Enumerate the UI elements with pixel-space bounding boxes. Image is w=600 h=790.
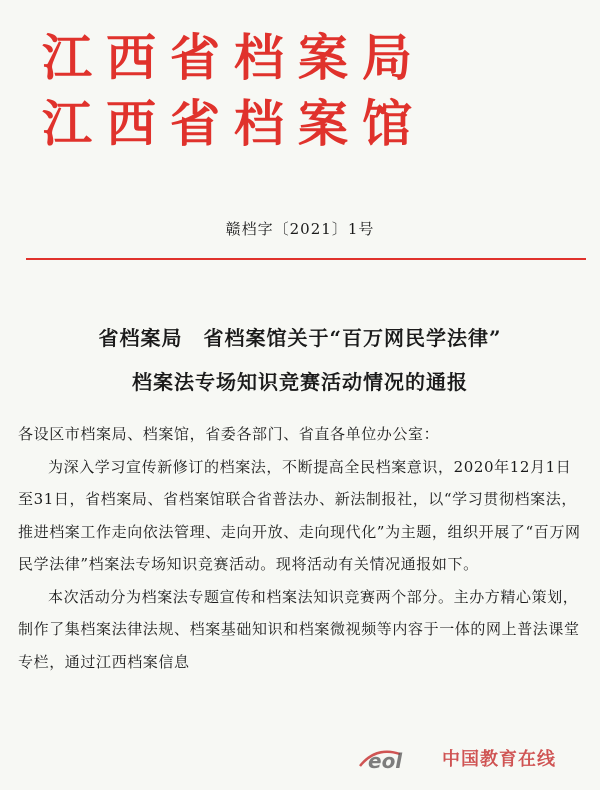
eol-logo-text: eol — [368, 749, 403, 773]
document-title-line2: 档案法专场知识竞赛活动情况的通报 — [132, 370, 468, 394]
eol-logo-icon — [356, 742, 436, 774]
body-paragraph-1: 为深入学习宣传新修订的档案法，不断提高全民档案意识，2020年12月1日至31日，省档案局、省档案馆联合省普法办、新法制报社，以“学习贯彻档案法，推进档案工作走向依法管理、走向开放、走向现代化”为主题，组织开展了“百万网民学法律”档案法专场知识竞赛活动。现将活动有关情况通报如下。 — [18, 457, 581, 573]
document-number: 赣档字〔2021〕1号 — [225, 220, 375, 238]
salutation: 各设区市档案局、档案馆，省委各部门、省直各单位办公室： — [18, 425, 440, 443]
document-title-line1: 省档案局 省档案馆关于“百万网民学法律” — [98, 326, 502, 350]
body-paragraph-2: 本次活动分为档案法专题宣传和档案法知识竞赛两个部分。主办方精心策划，制作了集档案法律法规、档案基础知识和档案微视频等内容于一体的网上普法课堂专栏，通过江西档案信息 — [18, 587, 580, 671]
watermark-text: 中国教育在线 — [442, 749, 556, 770]
issuer-name-line1: 江西省档案局 — [42, 28, 426, 87]
issuer-name-line2: 江西省档案馆 — [42, 94, 426, 153]
red-divider-line — [26, 258, 586, 260]
document-body — [18, 418, 584, 678]
eol-watermark — [356, 740, 586, 776]
